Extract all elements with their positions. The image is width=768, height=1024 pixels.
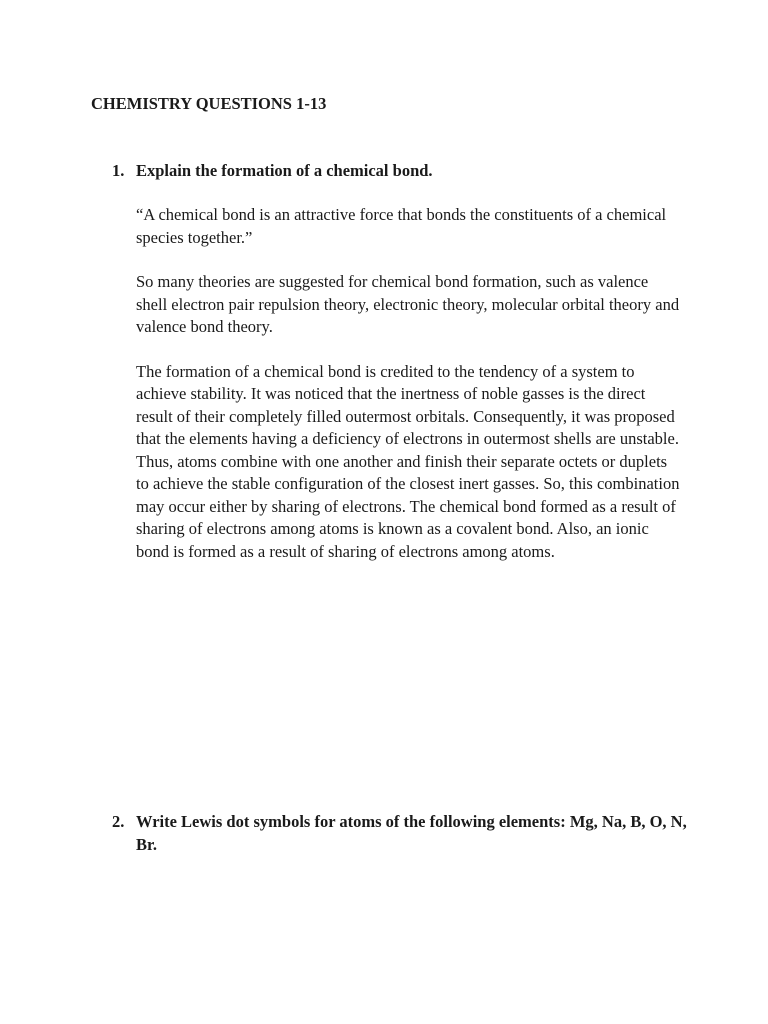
document-title: CHEMISTRY QUESTIONS 1-13 [91,94,327,113]
question-number: 2. [112,812,125,831]
answer-paragraph-theories: So many theories are suggested for chemical bond formation, such as valence shell electron pair repulsion theory, electronic theory, molecular orbital theory and valence bond theory. [136,272,680,336]
question-1 [112,159,692,563]
answer-1 [136,204,681,563]
question-2 [112,810,692,856]
question-heading [112,159,692,182]
question-heading [112,810,692,856]
question-prompt: Explain the formation of a chemical bond. [136,161,433,180]
question-prompt: Write Lewis dot symbols for atoms of the following elements: Mg, Na, B, O, N, Br. [136,812,687,854]
question-number: 1. [112,161,125,180]
answer-paragraph-definition: “A chemical bond is an attractive force that bonds the constituents of a chemical species together.” [136,205,667,247]
answer-paragraph-stability: The formation of a chemical bond is credited to the tendency of a system to achieve stability. It was noticed that the inertness of noble gasses is the direct result of their completely filled outermost orbitals. Consequently, it was proposed that the elements having a deficiency of electrons in outermost shells are unstable. Thus, atoms combine with one another and finish their separate octets or duplets to achieve the stable configuration of the closest inert gasses. So, this combination may occur either by sharing of electrons. The chemical bond formed as a result of sharing of electrons among atoms is known as a covalent bond. Also, an ionic bond is formed as a result of sharing of electrons among atoms. [136,361,680,561]
